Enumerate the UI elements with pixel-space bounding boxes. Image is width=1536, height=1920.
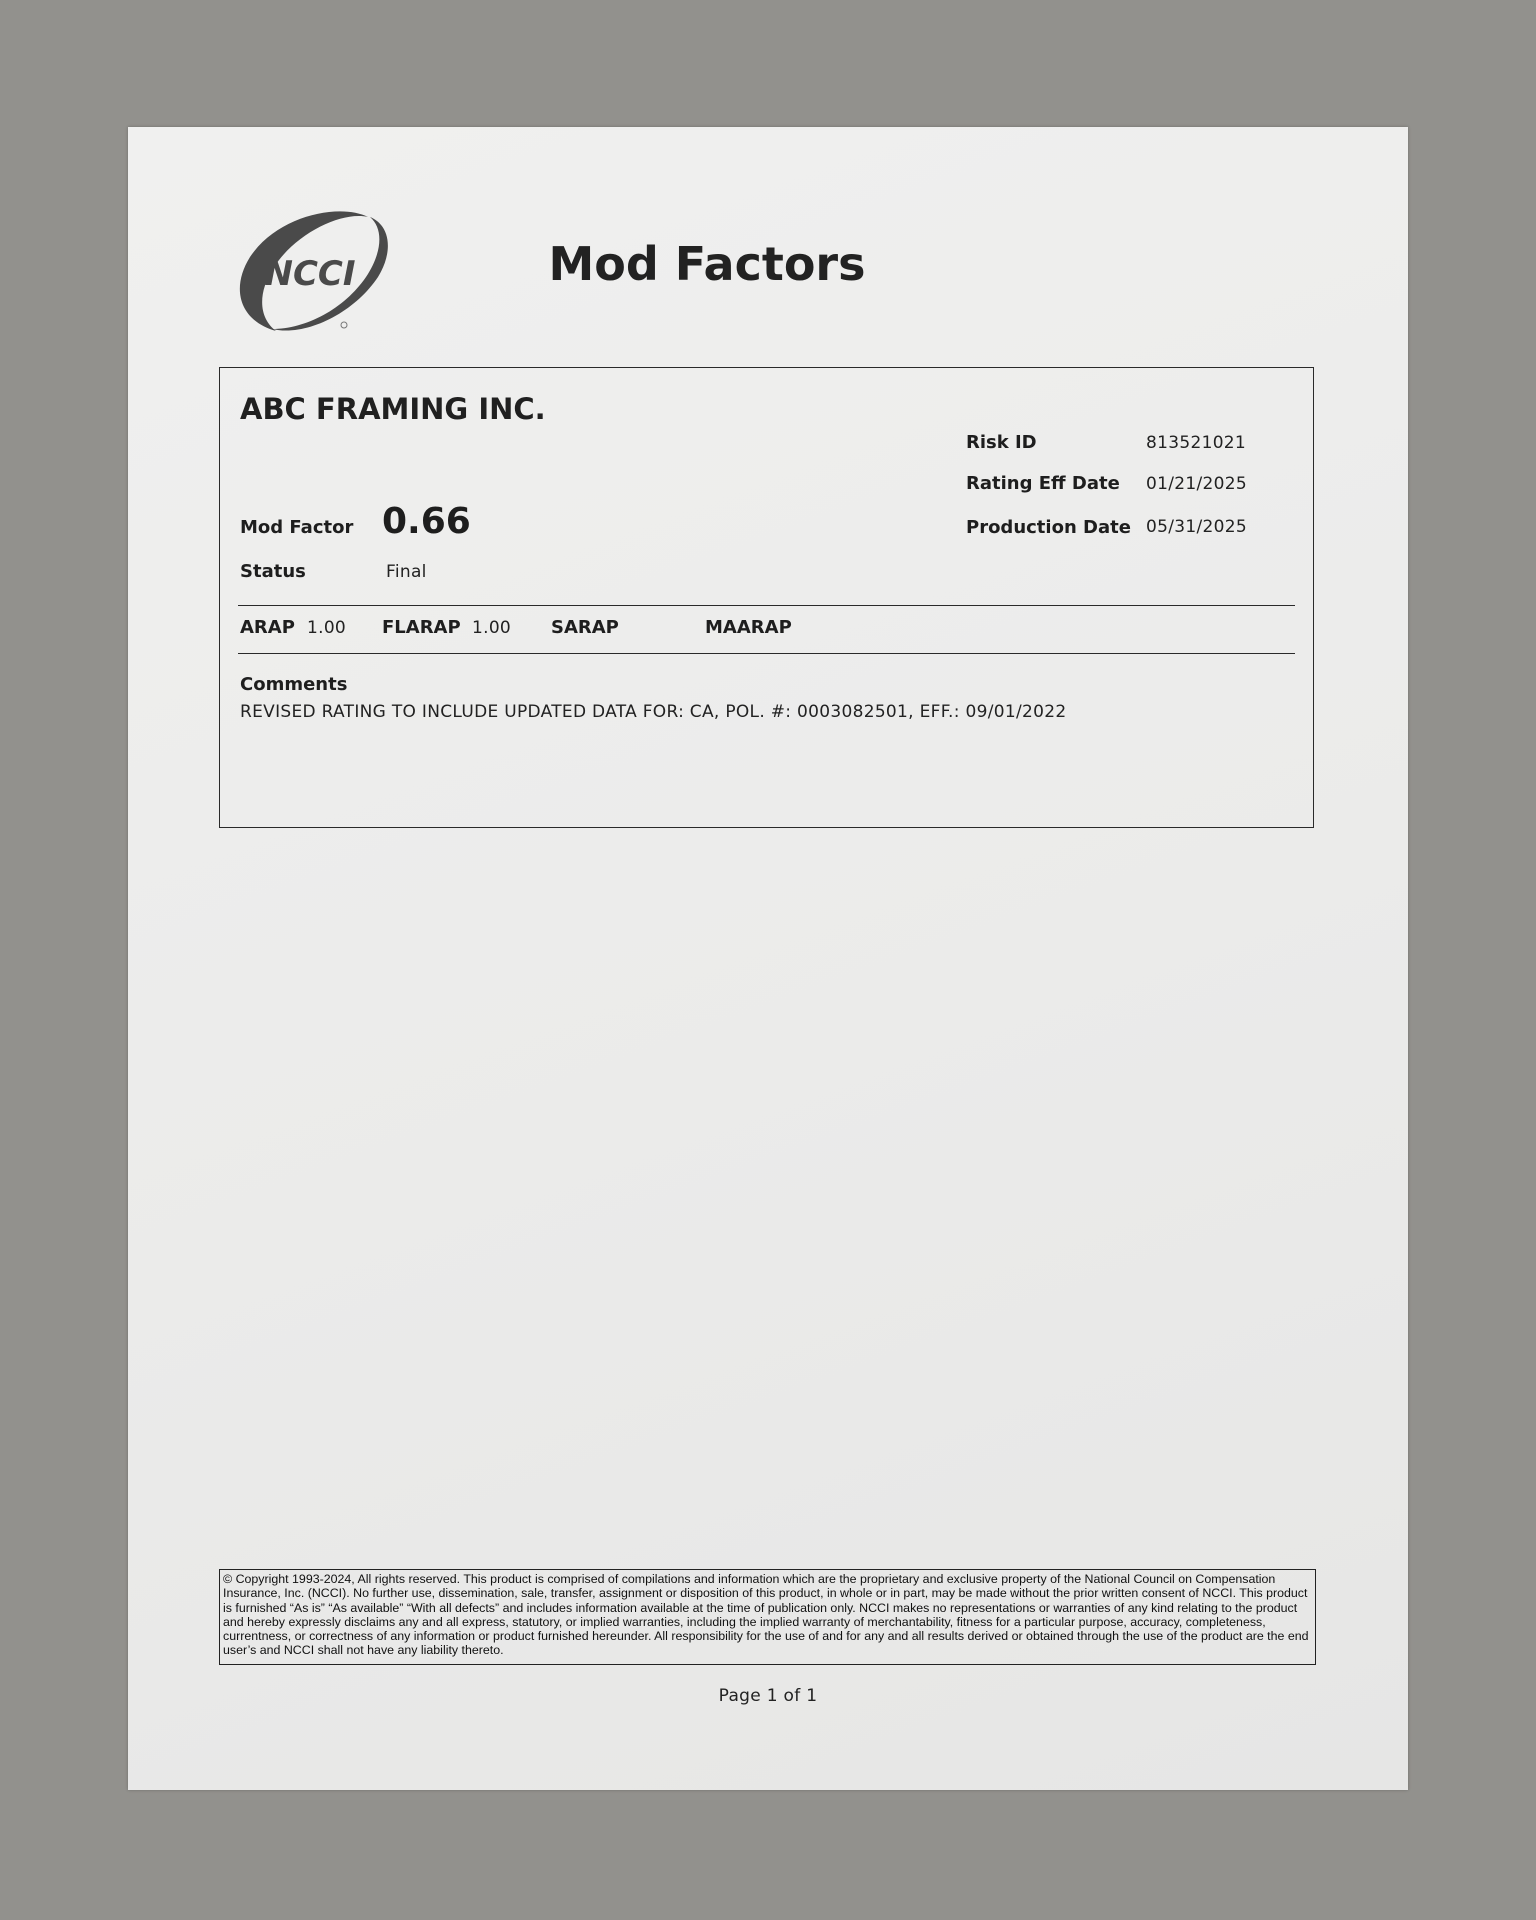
sarap-label: SARAP [551, 617, 619, 638]
arap-value: 1.00 [307, 618, 347, 638]
status-value: Final [386, 562, 427, 582]
rating-eff-date-label: Rating Eff Date [966, 473, 1120, 494]
svg-text:NCCI: NCCI [264, 254, 356, 294]
comments-text: REVISED RATING TO INCLUDE UPDATED DATA FOR: CA, POL. #: 0003082501, EFF.: 09/01/2022 [240, 702, 1067, 722]
production-date-value: 05/31/2025 [1146, 517, 1247, 537]
status-label: Status [240, 561, 306, 582]
company-name: ABC FRAMING INC. [240, 392, 546, 426]
arap-label: ARAP [240, 617, 295, 638]
divider-bottom [238, 653, 1295, 654]
ncci-logo [230, 205, 390, 340]
comments-label: Comments [240, 674, 348, 695]
page-number: Page 1 of 1 [718, 1686, 818, 1706]
risk-id-value: 813521021 [1146, 433, 1247, 453]
risk-id-label: Risk ID [966, 432, 1037, 453]
flarap-value: 1.00 [472, 618, 512, 638]
mod-factor-label: Mod Factor [240, 517, 354, 538]
rating-eff-date-value: 01/21/2025 [1146, 474, 1247, 494]
maarap-label: MAARAP [705, 617, 792, 638]
page-title: Mod Factors [548, 237, 866, 291]
divider-top [238, 605, 1295, 606]
production-date-label: Production Date [966, 517, 1131, 538]
flarap-label: FLARAP [382, 617, 461, 638]
mod-factor-value: 0.66 [382, 501, 471, 542]
copyright-notice: © Copyright 1993-2024, All rights reserved. This product is comprised of compilations and information which are the proprietary and exclusive property of the National Council on Compensation Insurance, Inc. (NCCI). No further use, dissemination, sale, transfer, assignment or disposition of this product, in whole or in part, may be made without the prior written consent of NCCI. This product is furnished “As is” “As available” “With all defects” and includes information available at the time of publication only. NCCI makes no representations or warranties of any kind relating to the product and hereby expressly disclaims any and all express, statutory, or implied warranties, including the implied warranty of merchantability, fitness for a particular purpose, accuracy, completeness, currentness, or correctness of any information or product furnished hereunder. All responsibility for the use of and for any and all results derived or obtained through the use of the product are the end user’s and NCCI shall not have any liability thereto. [219, 1569, 1316, 1665]
